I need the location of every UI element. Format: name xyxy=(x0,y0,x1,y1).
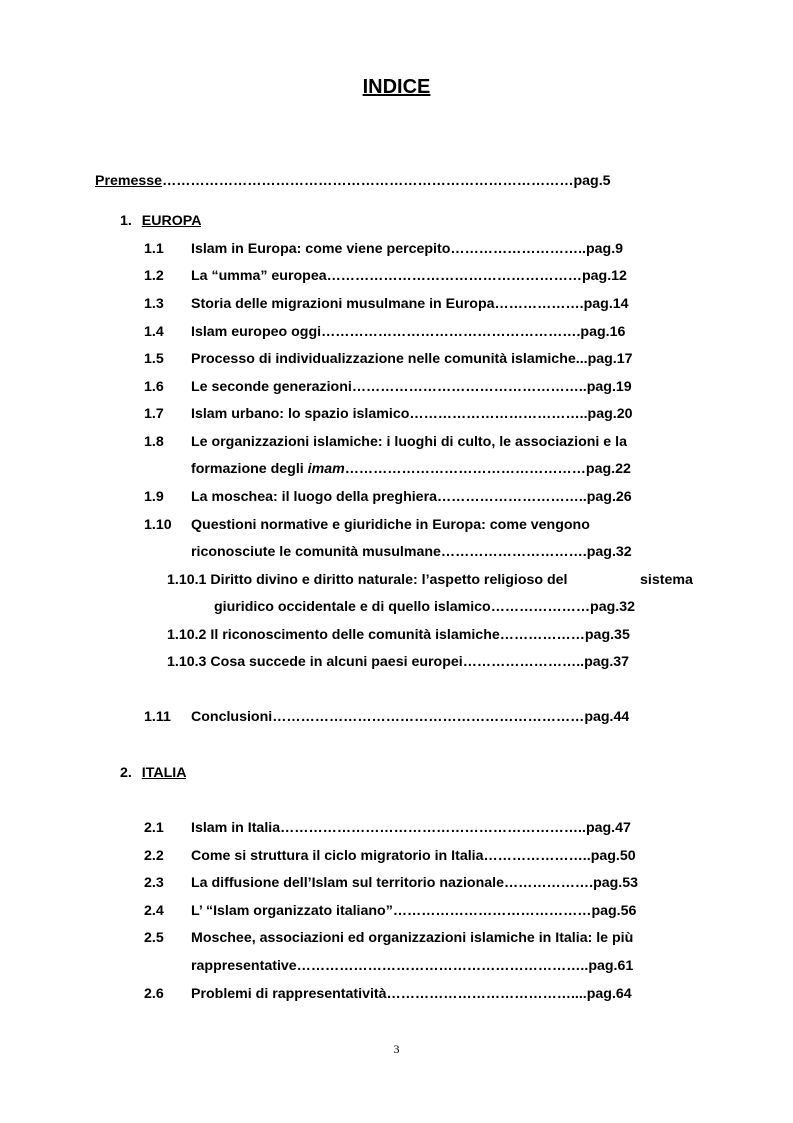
toc-entry[interactable] xyxy=(167,571,707,589)
toc-dots: ………………….. xyxy=(483,848,591,864)
toc-number: 2.2 xyxy=(144,848,164,864)
toc-entry[interactable] xyxy=(144,929,633,947)
toc-entry-continuation[interactable] xyxy=(191,543,632,561)
section-title: EUROPA xyxy=(141,213,202,229)
toc-text: Il riconoscimento delle comunità islamiche xyxy=(210,627,500,643)
toc-text: Cosa succede in alcuni paesi europei xyxy=(210,654,463,670)
toc-text: L’ “Islam organizzato italiano” xyxy=(191,903,393,919)
toc-text: riconosciute le comunità musulmane xyxy=(191,544,441,560)
toc-text: Moschee, associazioni ed organizzazioni islamiche in Italia: le più xyxy=(191,930,634,946)
section-heading-europa[interactable] xyxy=(120,212,201,230)
toc-text: Le seconde generazioni xyxy=(191,379,352,395)
toc-dots: ………………… xyxy=(490,599,591,615)
toc-page: pag.50 xyxy=(590,848,636,864)
toc-entry-continuation[interactable] xyxy=(214,598,635,616)
page-number: 3 xyxy=(393,1042,400,1056)
toc-number: 2.5 xyxy=(144,930,164,946)
section-number: 2. xyxy=(120,765,132,781)
toc-page: pag.61 xyxy=(588,958,634,974)
toc-text: La “umma” europea xyxy=(191,268,327,284)
toc-text: Islam europeo oggi xyxy=(191,324,322,340)
toc-number: 1.11 xyxy=(144,709,171,725)
toc-number: 2.3 xyxy=(144,875,164,891)
toc-entry[interactable] xyxy=(144,874,638,892)
toc-entry[interactable] xyxy=(144,985,632,1003)
toc-page: pag.32 xyxy=(590,599,635,615)
toc-dots: ………………. xyxy=(503,875,594,891)
toc-dots: …………………………………………… xyxy=(344,461,586,477)
toc-entry[interactable] xyxy=(144,847,636,865)
toc-text: formazione degli xyxy=(191,461,308,477)
section-number: 1. xyxy=(120,213,132,229)
toc-dots: ………………………………………………. xyxy=(321,324,581,340)
toc-dots: ……………… xyxy=(499,627,585,643)
toc-entry[interactable] xyxy=(144,378,632,396)
toc-page: pag.56 xyxy=(591,903,637,919)
toc-text-tail: sistema xyxy=(640,572,693,588)
toc-page: pag.9 xyxy=(585,241,624,257)
toc-text-italic: imam xyxy=(307,461,345,477)
toc-entry[interactable] xyxy=(167,626,630,644)
toc-page: pag.64 xyxy=(586,986,632,1002)
toc-text: Islam in Europa: come viene percepito xyxy=(191,241,451,257)
toc-entry[interactable] xyxy=(144,267,627,285)
toc-entry[interactable] xyxy=(144,708,629,726)
toc-text: Problemi di rappresentatività xyxy=(191,986,387,1002)
toc-text: La moschea: il luogo della preghiera xyxy=(191,489,437,505)
toc-text: Come si struttura il ciclo migratorio in Italia xyxy=(191,848,484,864)
toc-entry[interactable] xyxy=(144,240,623,258)
toc-number: 1.10 xyxy=(144,517,172,533)
toc-text: La diffusione dell’Islam sul territorio nazionale xyxy=(191,875,504,891)
toc-page: pag.16 xyxy=(580,324,626,340)
toc-page: pag.19 xyxy=(586,379,632,395)
toc-dots: ……………………….. xyxy=(450,241,586,257)
toc-page: pag.14 xyxy=(583,296,629,312)
toc-page: pag.44 xyxy=(584,709,630,725)
toc-number: 1.10.3 xyxy=(167,654,207,670)
toc-entry[interactable] xyxy=(144,433,627,451)
toc-dots: …………………………. xyxy=(440,544,587,560)
toc-entry[interactable] xyxy=(144,902,636,920)
toc-text: Islam urbano: lo spazio islamico xyxy=(191,406,410,422)
toc-dots: ………………………………………………………… xyxy=(272,709,585,725)
toc-text: giuridico occidentale e di quello islamico xyxy=(214,599,491,615)
toc-dots: ………………. xyxy=(494,296,584,312)
toc-number: 1.8 xyxy=(144,434,164,450)
toc-text: Storia delle migrazioni musulmane in Europa xyxy=(191,296,495,312)
section-heading-italia[interactable] xyxy=(120,764,186,782)
toc-dots: ... xyxy=(575,351,588,367)
toc-text: Processo di individualizzazione nelle comunità islamiche xyxy=(191,351,576,367)
toc-number: 1.10.1 xyxy=(167,572,207,588)
index-title: INDICE xyxy=(362,76,431,98)
toc-number: 2.6 xyxy=(144,986,164,1002)
toc-entry-premesse[interactable] xyxy=(95,172,611,190)
toc-dots: …………………………………… xyxy=(392,903,592,919)
toc-number: 2.4 xyxy=(144,903,164,919)
toc-page: pag.32 xyxy=(586,544,632,560)
toc-page: pag.5 xyxy=(573,173,611,189)
toc-number: 2.1 xyxy=(144,820,164,836)
toc-number: 1.2 xyxy=(144,268,164,284)
toc-dots: ……………………………………………………….. xyxy=(280,820,586,836)
toc-label: Premesse xyxy=(95,173,163,189)
toc-dots: …………………………………………………….. xyxy=(296,958,589,974)
toc-entry-continuation[interactable] xyxy=(191,957,633,975)
toc-page: pag.26 xyxy=(586,489,632,505)
toc-dots: ……………………………….. xyxy=(409,406,588,422)
toc-dots: …………………….. xyxy=(462,654,585,670)
toc-entry[interactable] xyxy=(144,295,629,313)
toc-page: pag.53 xyxy=(593,875,639,891)
toc-dots: ………………………………….... xyxy=(386,986,587,1002)
toc-text: Le organizzazioni islamiche: i luoghi di culto, le associazioni e la xyxy=(191,434,627,450)
toc-entry[interactable] xyxy=(144,819,631,837)
toc-number: 1.6 xyxy=(144,379,164,395)
toc-entry[interactable] xyxy=(144,405,632,423)
toc-number: 1.7 xyxy=(144,406,164,422)
toc-entry[interactable] xyxy=(144,323,625,341)
toc-number: 1.9 xyxy=(144,489,164,505)
section-title: ITALIA xyxy=(141,765,187,781)
toc-number: 1.4 xyxy=(144,324,164,340)
toc-page: pag.22 xyxy=(585,461,631,477)
toc-text: Conclusioni xyxy=(191,709,273,725)
toc-page: pag.47 xyxy=(585,820,631,836)
toc-entry[interactable] xyxy=(144,516,590,534)
toc-text: Diritto divino e diritto naturale: l’aspetto religioso del xyxy=(210,572,568,588)
toc-page: pag.37 xyxy=(584,654,630,670)
toc-page: pag.35 xyxy=(584,627,630,643)
toc-number: 1.1 xyxy=(144,241,164,257)
toc-text: Islam in Italia xyxy=(191,820,281,836)
toc-entry[interactable] xyxy=(144,488,632,506)
toc-entry[interactable] xyxy=(167,653,629,671)
toc-page: pag.12 xyxy=(581,268,627,284)
toc-entry-continuation[interactable] xyxy=(191,460,631,478)
toc-dots: …………………………………………………………………………… xyxy=(162,173,574,189)
toc-number: 1.10.2 xyxy=(167,627,207,643)
toc-entry[interactable] xyxy=(144,350,633,368)
toc-text: rappresentative xyxy=(191,958,297,974)
toc-dots: ………………………………………….. xyxy=(351,379,587,395)
toc-text: Questioni normative e giuridiche in Europa: come vengono xyxy=(191,517,590,533)
toc-dots: ……………………………………………… xyxy=(326,268,582,284)
toc-page: pag.20 xyxy=(587,406,633,422)
toc-number: 1.5 xyxy=(144,351,164,367)
toc-dots: ………………………….. xyxy=(436,489,587,505)
toc-number: 1.3 xyxy=(144,296,164,312)
toc-page: pag.17 xyxy=(587,351,633,367)
